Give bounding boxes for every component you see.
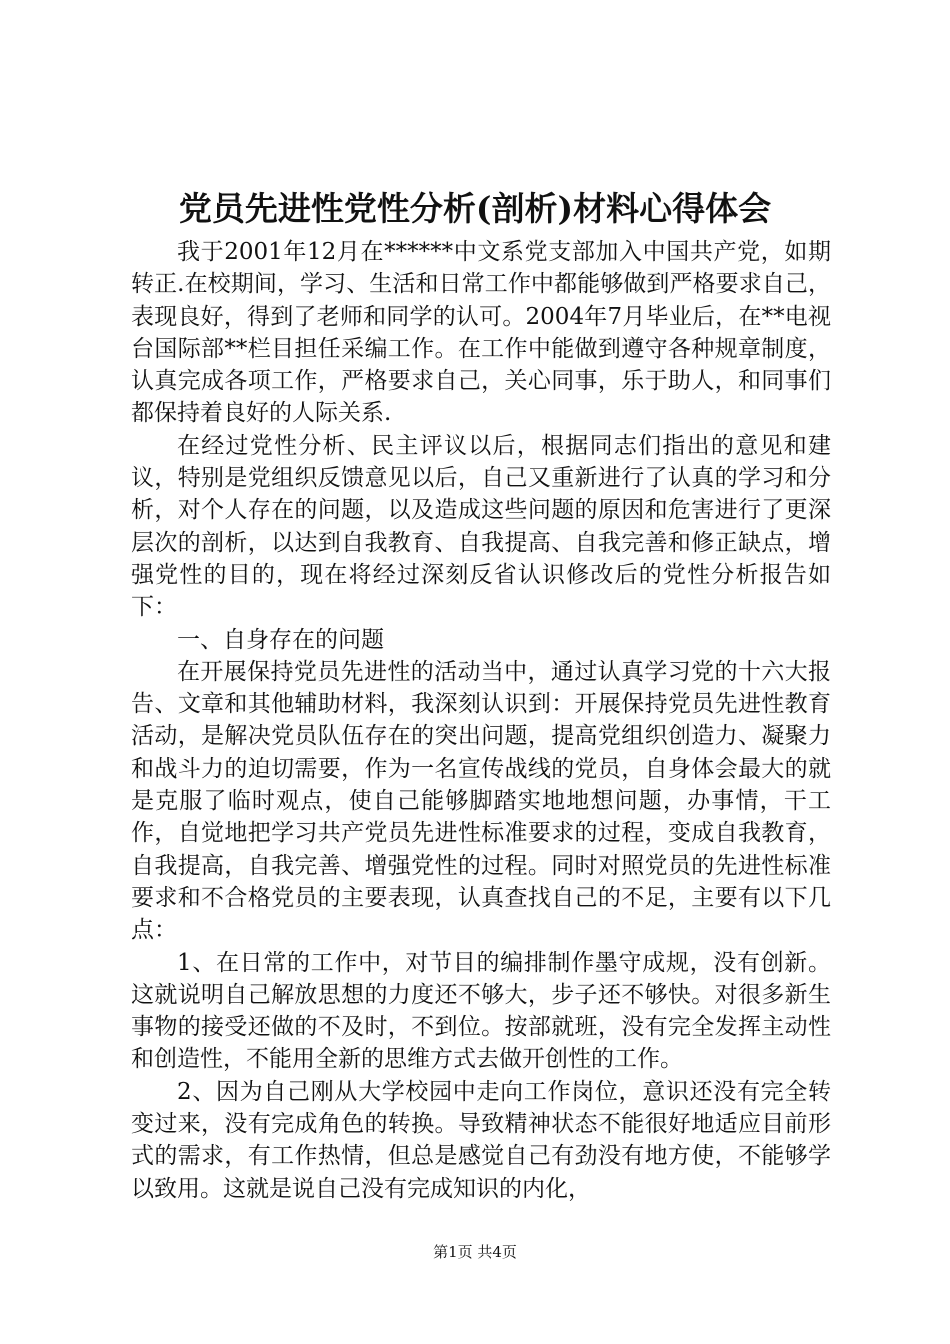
paragraph: 我于2001年12月在******中文系党支部加入中国共产党，如期转正.在校期间，学习、生活和日常工作中都能够做到严格要求自己，表现良好，得到了老师和同学的认可。2004年7月毕业后，在**电视台国际部**栏目担任采编工作。在工作中能做到遵守各种规章制度，认真完成各项工作，严格要求自己，关心同事，乐于助人，和同事们都保持着良好的人际关系. <box>131 239 831 427</box>
section-heading: 一、自身存在的问题 <box>177 626 384 653</box>
paragraph: 1、在日常的工作中，对节目的编排制作墨守成规，没有创新。这就说明自己解放思想的力度还不够大，步子还不够快。对很多新生事物的接受还做的不及时，不到位。按部就班，没有完全发挥主动性和创造性，不能用全新的思维方式去做开创性的工作。 <box>131 949 831 1073</box>
paragraph: 2、因为自己刚从大学校园中走向工作岗位，意识还没有完全转变过来，没有完成角色的转换。导致精神状态不能很好地适应目前形式的需求，有工作热情，但总是感觉自己有劲没有地方使，不能够学以致用。这就是说自己没有完成知识的内化， <box>131 1078 831 1202</box>
paragraph: 在开展保持党员先进性的活动当中，通过认真学习党的十六大报告、文章和其他辅助材料，我深刻认识到：开展保持党员先进性教育活动，是解决党员队伍存在的突出问题，提高党组织创造力、凝聚力和战斗力的迫切需要，作为一名宣传战线的党员，自身体会最大的就是克服了临时观点，使自己能够脚踏实地地想问题，办事情，干工作，自觉地把学习共产党员先进性标准要求的过程，变成自我教育，自我提高，自我完善、增强党性的过程。同时对照党员的先进性标准要求和不合格党员的主要表现，认真查找自己的不足，主要有以下几点： <box>131 658 831 944</box>
document-body <box>131 236 831 1205</box>
page-footer: 第1页 共4页 <box>433 1243 517 1261</box>
document-title: 党员先进性党性分析(剖析)材料心得体会 <box>178 189 772 228</box>
paragraph: 在经过党性分析、民主评议以后，根据同志们指出的意见和建议，特别是党组织反馈意见以后，自己又重新进行了认真的学习和分析，对个人存在的问题，以及造成这些问题的原因和危害进行了更深层次的剖析，以达到自我教育、自我提高、自我完善和修正缺点，增强党性的目的，现在将经过深刻反省认识修改后的党性分析报告如下： <box>131 432 831 621</box>
